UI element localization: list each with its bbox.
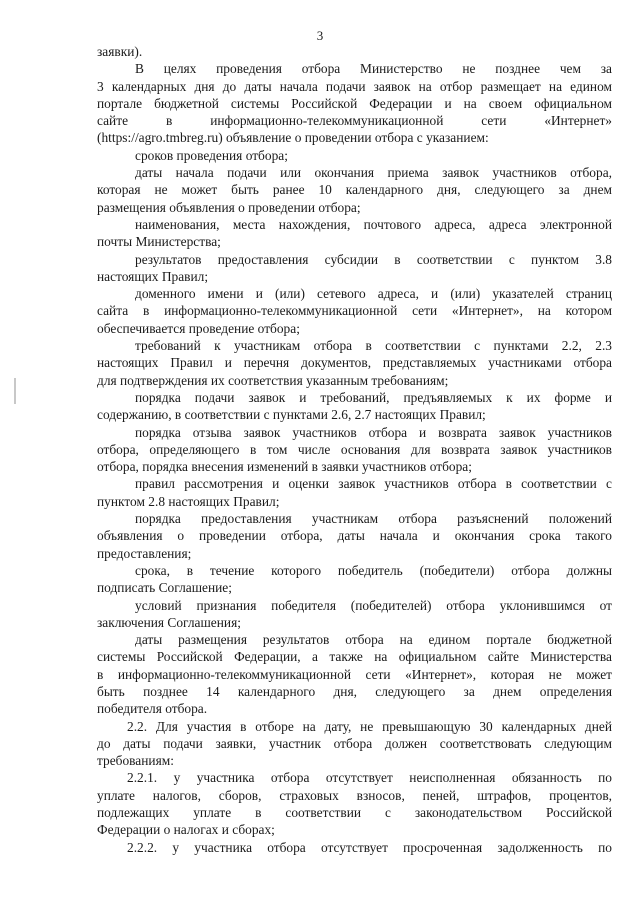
text-line: даты размещения результатов отбора на едином портале бюджетной — [135, 632, 612, 648]
text-line: сайте в информационно-телекоммуникационной сети «Интернет» — [97, 113, 612, 129]
text-line: наименования, места нахождения, почтового адреса, адреса электронной — [135, 216, 612, 232]
text-line: предоставления; — [97, 545, 192, 561]
text-line: порядка предоставления участникам отбора разъяснений положений — [135, 511, 612, 527]
text-line: доменного имени и (или) сетевого адреса, и (или) указателей страниц — [135, 286, 612, 302]
text-line: отбора, порядка внесения изменений в заявки участников отбора; — [97, 459, 472, 475]
text-line: настоящих Правил и перечня документов, представляемых участниками отбора — [97, 355, 612, 371]
text-line: до даты подачи заявки, участник отбора должен соответствовать следующим — [97, 735, 612, 751]
text-line: Федерации о налогах и сборах; — [97, 822, 275, 838]
text-line: настоящих Правил; — [97, 268, 209, 284]
text-line: сроков проведения отбора; — [135, 147, 288, 163]
text-line: содержанию, в соответствии с пунктами 2.6, 2.7 настоящих Правил; — [97, 407, 486, 423]
text-line: требованиям: — [97, 753, 174, 769]
text-line: почты Министерства; — [97, 234, 221, 250]
text-line: быть позднее 14 календарного дня, следующего за днем определения — [97, 683, 612, 699]
text-line: объявления о проведении отбора, даты начала и окончания срока такого — [97, 528, 612, 544]
text-line: 2.2. Для участия в отборе на дату, не превышающую 30 календарных дней — [127, 718, 612, 734]
text-line: обеспечивается проведение отбора; — [97, 320, 300, 336]
text-line: условий признания победителя (победителей) отбора уклонившимся от — [135, 597, 612, 613]
text-line: порядка подачи заявок и требований, предъявляемых к их форме и — [135, 389, 612, 405]
text-line: порядка отзыва заявок участников отбора и возврата заявок участников — [135, 424, 612, 440]
text-line: отбора, определяющего в том числе основания для возврата заявок участников — [97, 441, 612, 457]
text-line: результатов предоставления субсидии в соответствии с пунктом 3.8 — [135, 251, 612, 267]
text-line: 2.2.2. у участника отбора отсутствует просроченная задолженность по — [127, 839, 612, 855]
text-line: (https://agro.tmbreg.ru) объявление о проведении отбора с указанием: — [97, 130, 489, 146]
text-line: уплате налогов, сборов, страховых взносов, пеней, штрафов, процентов, — [97, 787, 612, 803]
text-line: портале бюджетной системы Российской Федерации и на своем официальном — [97, 95, 612, 111]
text-line: 2.2.1. у участника отбора отсутствует неисполненная обязанность по — [127, 770, 612, 786]
text-line: которая не может быть ранее 10 календарного дня, следующего за днем — [97, 182, 612, 198]
text-line: подлежащих уплате в соответствии с законодательством Российской — [97, 805, 612, 821]
text-line: требований к участникам отбора в соответствии с пунктами 2.2, 2.3 — [135, 338, 612, 354]
text-line: даты начала подачи или окончания приема заявок участников отбора, — [135, 165, 612, 181]
text-line: В целях проведения отбора Министерство не позднее чем за — [135, 61, 612, 77]
text-line: сайта в информационно-телекоммуникационной сети «Интернет», на котором — [97, 303, 612, 319]
margin-scan-mark — [14, 378, 16, 404]
text-line: пунктом 2.8 настоящих Правил; — [97, 493, 280, 509]
text-line: системы Российской Федерации, а также на официальном сайте Министерства — [97, 649, 612, 665]
text-line: срока, в течение которого победитель (победители) отбора должны — [135, 562, 612, 578]
text-line: заключения Соглашения; — [97, 614, 241, 630]
page-number: 3 — [316, 28, 324, 43]
text-line: правил рассмотрения и оценки заявок участников отбора в соответствии с — [135, 476, 612, 492]
text-line: в информационно-телекоммуникационной сети «Интернет», которая не может — [97, 666, 612, 682]
text-line: для подтверждения их соответствия указанным требованиям; — [97, 372, 449, 388]
text-line: размещения объявления о проведении отбора; — [97, 199, 361, 215]
text-line: победителя отбора. — [97, 701, 208, 717]
text-line: заявки). — [97, 44, 143, 59]
text-line: подписать Соглашение; — [97, 580, 232, 596]
document-body — [97, 43, 612, 856]
text-line: 3 календарных дня до даты начала подачи заявок на отбор размещает на едином — [97, 78, 612, 94]
